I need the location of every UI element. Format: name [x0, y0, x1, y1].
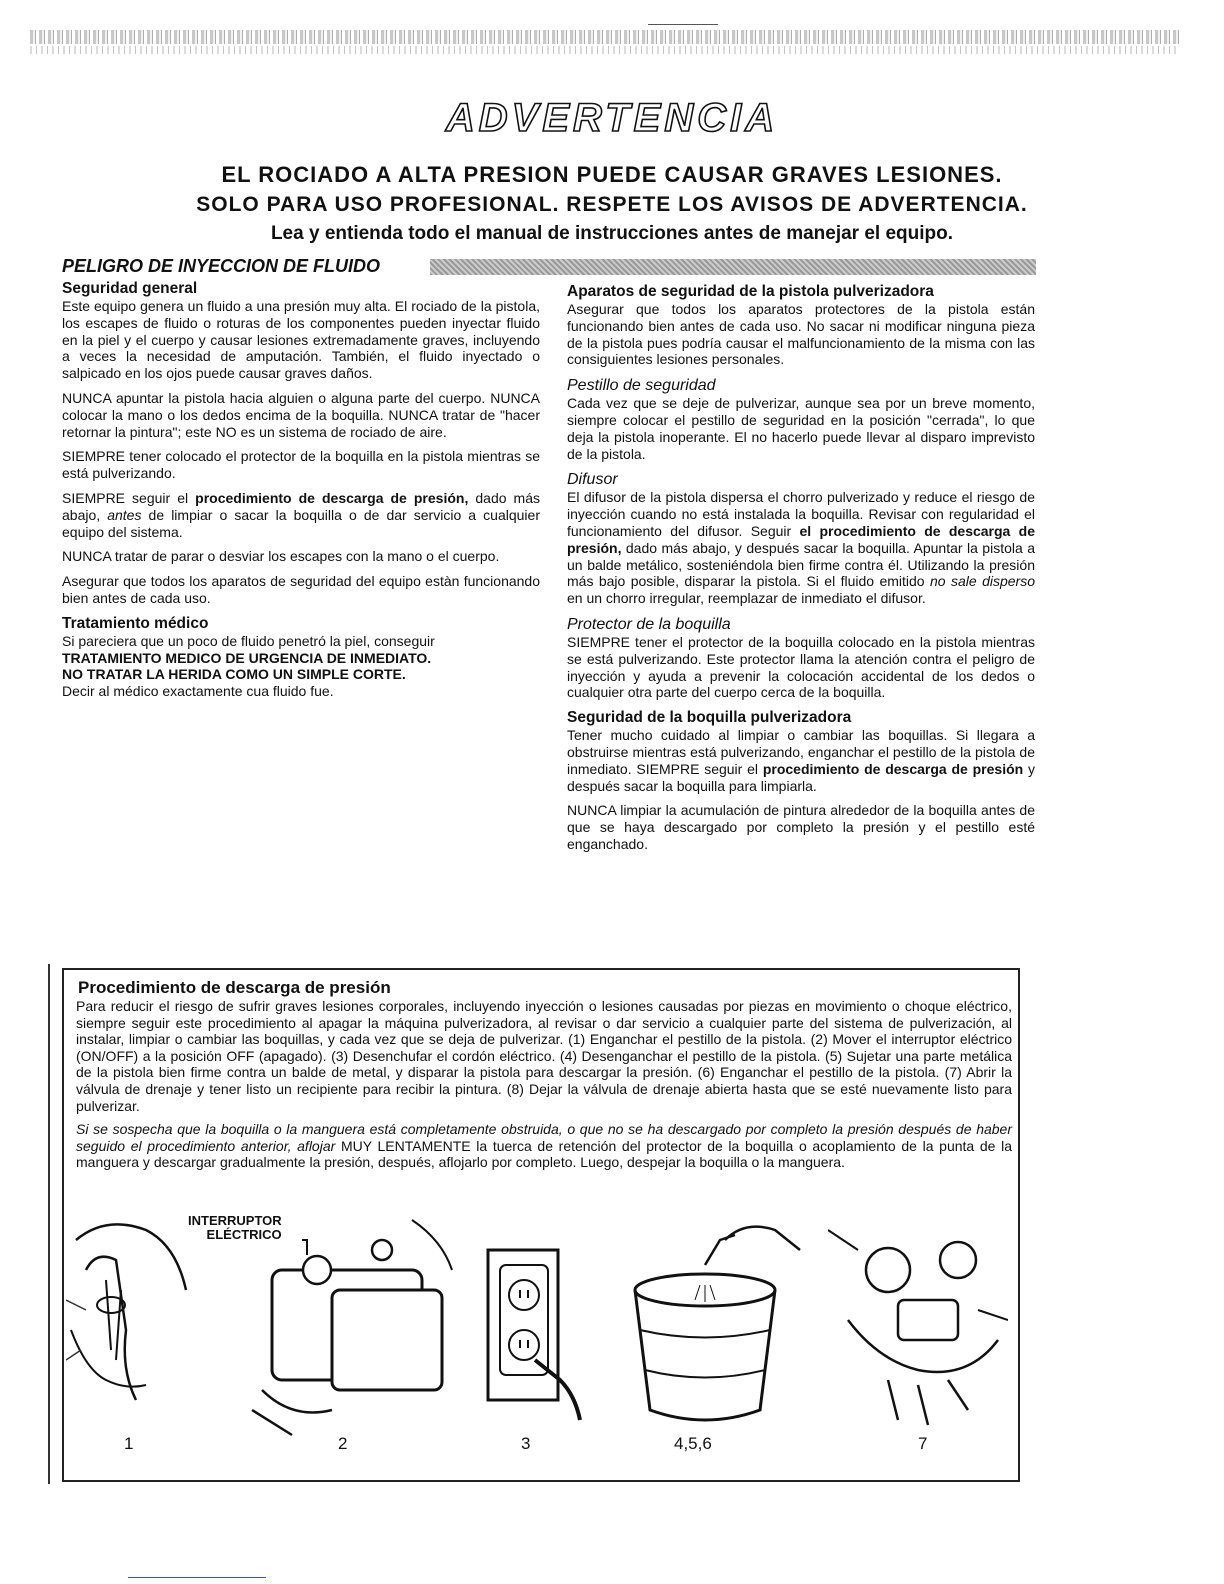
paragraph	[62, 490, 540, 540]
switch-label-line: ELÉCTRICO	[206, 1227, 282, 1242]
text: dado más abajo, y después sacar la boquilla. Apuntar la pistola a un balde metálico, sosteniéndola bien firme contra él. Utilizando la presión más bajo posible, disparar la pistola. Si el fluido emitido	[567, 539, 1035, 590]
bold-text: procedimiento de descarga de presión	[762, 760, 1024, 777]
figure-gun-latch-illustration	[66, 1210, 196, 1440]
frame-line	[48, 964, 50, 1484]
scan-noise-band	[30, 46, 1180, 54]
text: y después sacar la boquilla para limpiarla.	[567, 760, 1035, 794]
italic-text: Si se sospecha que la boquilla o la manguera está completamente obstruida, o que no se ha descargado por completo la presión después de haber seguido el procedimiento anterior, aflojar	[76, 1121, 1012, 1154]
paragraph: Cada vez que se deje de pulverizar, aunque sea por un breve momento, siempre colocar el pestillo de seguridad en la posición "cerrada", lo que deja la pistola inoperante. El no hacerlo puede llevar al disparo imprevisto de la pistola.	[567, 395, 1035, 462]
text: Tener mucho cuidado al limpiar o cambiar las boquillas. Si llegara a obstruirse mientras está pulverizando, enganchar el pestillo de la pistola de inmediato. SIEMPRE seguir el	[567, 727, 1035, 777]
page-title: ADVERTENCIA	[445, 96, 779, 140]
heading-medical-treatment: Tratamiento médico	[62, 614, 209, 632]
paragraph: NUNCA limpiar la acumulación de pintura alrededor de la boquilla antes de que se haya descargado por completo la presión y el pestillo esté enganchado.	[567, 802, 1035, 852]
section-bar-fill	[430, 259, 1036, 275]
text: SIEMPRE seguir el	[62, 489, 196, 506]
text: de limpiar o sacar la boquilla o de dar servicio a cualquier equipo del sistema.	[62, 506, 540, 540]
bottom-rule	[128, 1577, 266, 1578]
figure-switch-illustration	[232, 1210, 462, 1440]
figure-drain-valve-illustration	[828, 1210, 1008, 1440]
paragraph: Este equipo genera un fluido a una presión muy alta. El rociado de la pistola, los escapes de fluido o roturas de los componentes pueden inyectar fluido en la piel y el cuerpo y causar lesiones extremadamente graves, incluyendo a veces la necesidad de amputación. También, el fluido inyectado o salpicado en los ojos puede causar graves daños.	[62, 298, 540, 382]
wound-notice: NO TRATAR LA HERIDA COMO UN SIMPLE CORTE.	[62, 666, 406, 683]
paragraph: SIEMPRE tener colocado el protector de la boquilla en la pistola mientras se está pulverizando.	[62, 448, 540, 482]
paragraph: NUNCA tratar de parar o desviar los escapes con la mano o el cuerpo.	[62, 548, 500, 565]
heading-diffuser: Difusor	[567, 471, 618, 489]
figure-number: 1	[124, 1434, 134, 1453]
paragraph: NUNCA apuntar la pistola hacia alguien o alguna parte del cuerpo. NUNCA colocar la mano o los dedos encima de la boquilla. NUNCA tratar de "hacer retornar la pintura"; este NO es un sistema de rociado de aire.	[62, 389, 540, 440]
text: El difusor de la pistola dispersa el chorro pulverizado y reduce el riesgo de inyección cuando no está instalada la boquilla. Revisar con regularidad el funcionamiento del difusor. Seguir	[567, 489, 1035, 539]
figure-bucket-illustration	[625, 1210, 810, 1440]
paragraph	[567, 489, 1035, 607]
heading-general-safety: Seguridad general	[62, 280, 198, 297]
paragraph: Asegurar que todos los aparatos de seguridad del equipo estàn funcionando bien antes de cada uso.	[62, 573, 540, 606]
paragraph: Para reducir el riesgo de sufrir graves lesiones corporales, incluyendo inyección o lesiones causadas por piezas en movimiento o choque eléctrico, siempre seguir este procedimiento al apagar la máquina pulverizadora, al revisar o dar servicio a cualquier parte del sistema de pulverización, al instalar, limpiar o cambiar las boquillas, y cada vez que se deja de pulverizar. (1) Enganchar el pestillo de la pistola. (2) Mover el interruptor eléctrico (ON/OFF) a la posición OFF (apagado). (3) Desenchufar el cordón eléctrico. (4) Desenganchar el pestillo de la pistola. (5) Sujetar una parte metálica de la pistola bien firme contra un balde de metal, y disparar la pistola para descargar la presión. (6) Enganchar el pestillo de la pistola. (7) Abrir la válvula de drenaje y tener listo un recipiente para recibir la pintura. (8) Dejar la válvula de drenaje abierta hasta que se esté nuevamente listo para pulverizar.	[76, 998, 1012, 1114]
paragraph: Decir al médico exactamente cua fluido fue.	[62, 683, 334, 700]
figure-number: 3	[521, 1434, 531, 1453]
paragraph: Asegurar que todos los aparatos protectores de la pistola están funcionando bien antes de cada uso. No sacar ni modificar ninguna pieza de la pistola pues podría causar el malfuncionamiento de la misma con las consiguientes lesiones personales.	[567, 301, 1035, 368]
figure-number: 4,5,6	[674, 1434, 712, 1453]
text: dado más abajo,	[62, 489, 540, 523]
top-rule	[648, 24, 718, 25]
heading-gun-safety: Aparatos de seguridad de la pistola pulverizadora	[567, 283, 934, 300]
paragraph: Si pareciera que un poco de fluido penetró la piel, conseguir	[62, 632, 435, 649]
figure-number: 7	[918, 1434, 928, 1453]
heading-tip-guard: Protector de la boquilla	[567, 615, 731, 633]
heading-tip-safety: Seguridad de la boquilla pulverizadora	[567, 709, 852, 727]
heading-safety-latch: Pestillo de seguridad	[567, 377, 716, 395]
bold-text: procedimiento de descarga de presión,	[195, 489, 469, 506]
warning-headline-1: EL ROCIADO A ALTA PRESION PUEDE CAUSAR GRAVES LESIONES.	[221, 162, 1003, 187]
text: MUY LENTAMENTE la tuerca de retención del protector de la boquilla o acoplamiento de la punta de la manguera y descargar gradualmente la presión, después, aflojarlo por completo. Luego, despejar la boquilla o la manguera.	[76, 1137, 1013, 1171]
left-column	[62, 280, 540, 700]
paragraph	[567, 727, 1035, 794]
bold-text: el procedimiento de descarga de presión,	[567, 522, 1035, 556]
warning-headline-2: SOLO PARA USO PROFESIONAL. RESPETE LOS AVISOS DE ADVERTENCIA.	[196, 193, 1028, 216]
text: en un chorro irregular, reemplazar de inmediato el difusor.	[567, 590, 926, 607]
procedure-title: Procedimiento de descarga de presión	[78, 978, 391, 997]
italic-text: antes	[107, 506, 142, 523]
switch-label-line: INTERRUPTOR	[188, 1213, 282, 1228]
urgent-notice: TRATAMIENTO MEDICO DE URGENCIA DE INMEDIATO.	[62, 649, 432, 666]
warning-headline-3: Lea y entienda todo el manual de instrucciones antes de manejar el equipo.	[270, 223, 954, 244]
paragraph	[76, 1121, 1012, 1171]
italic-text: no sale disperso	[930, 573, 1035, 590]
section-header	[62, 256, 1036, 276]
section-title: PELIGRO DE INYECCION DE FLUIDO	[62, 256, 386, 276]
right-column	[567, 283, 1035, 861]
scan-noise-band	[30, 30, 1180, 44]
paragraph: SIEMPRE tener el protector de la boquilla colocado en la pistola mientras se está pulverizando. Este protector llama la atención contra el peligro de inyección y ayuda a prevenir la colocación accidental de los dedos o cualquier otra parte del cuerpo cerca de la boquilla.	[567, 633, 1035, 701]
procedure-text	[76, 998, 1012, 1178]
figure-outlet-illustration	[480, 1210, 590, 1440]
figure-number: 2	[338, 1434, 348, 1453]
